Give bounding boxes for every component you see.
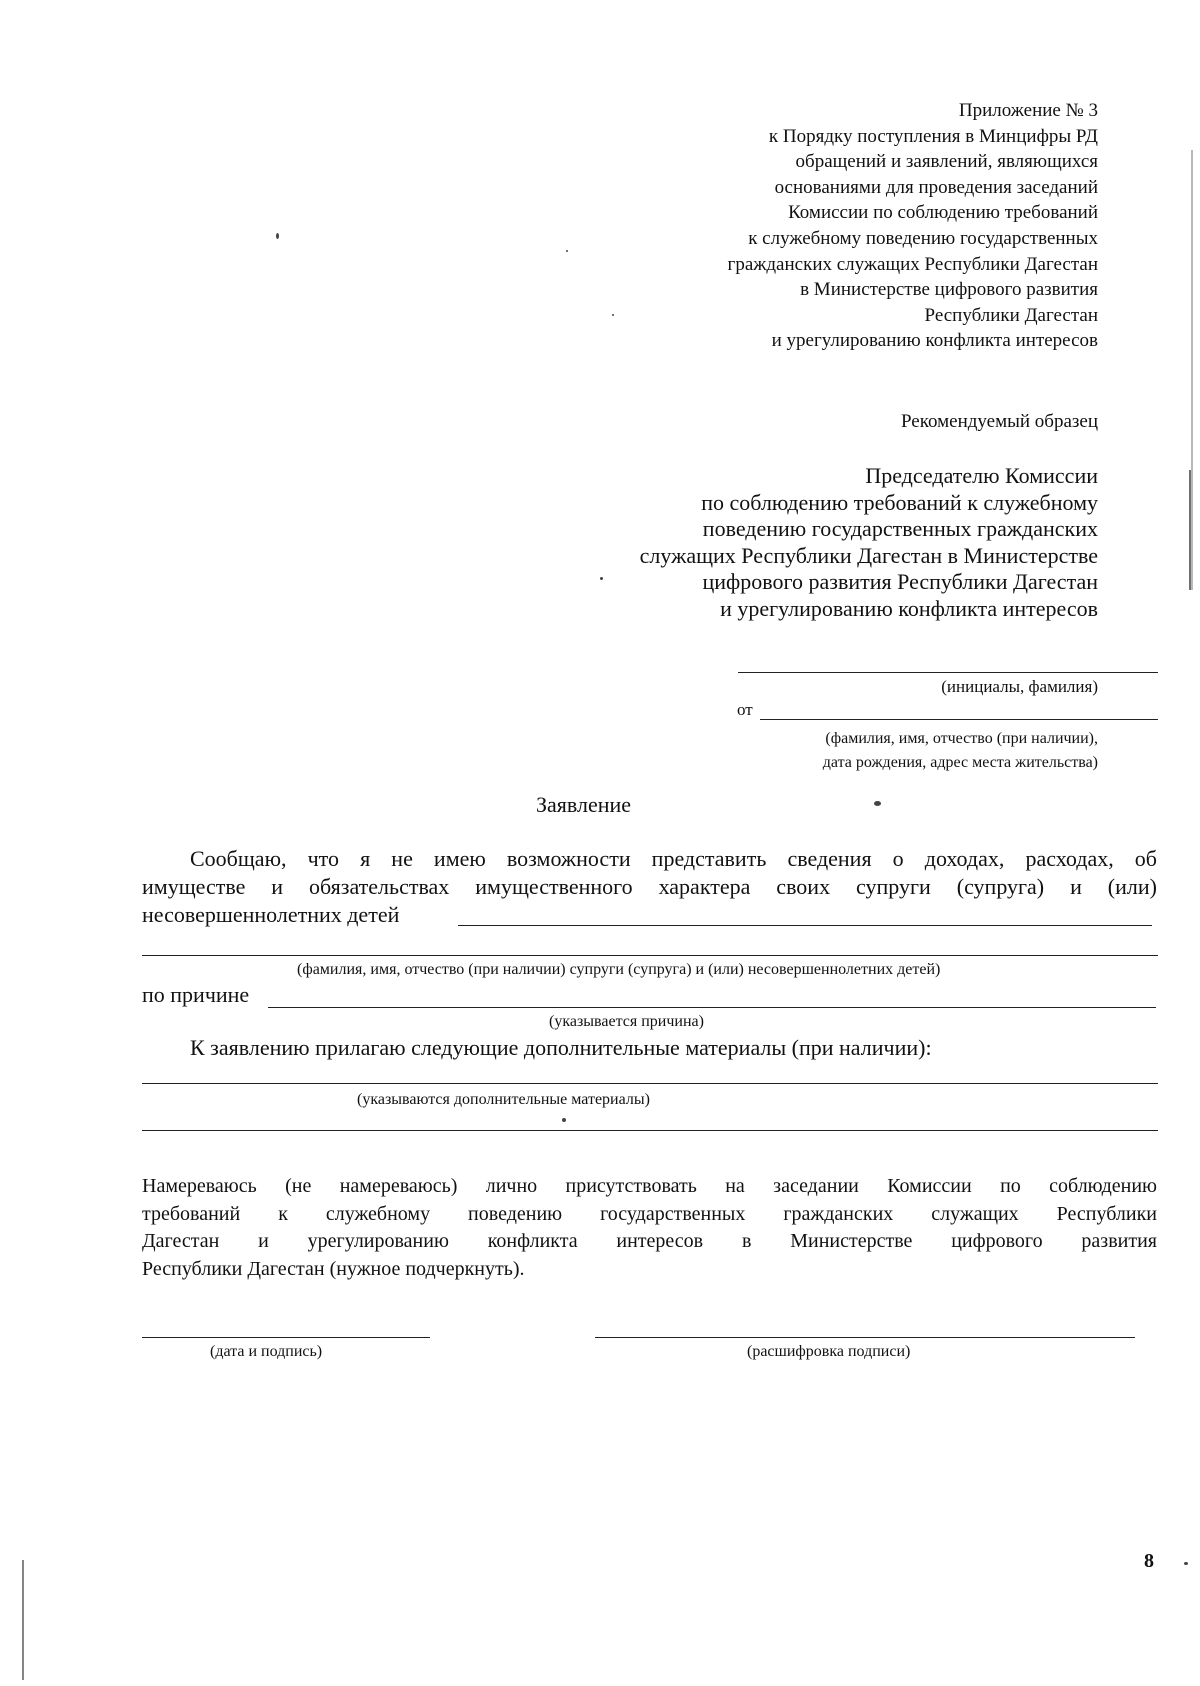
- names-caption: (фамилия, имя, отчество (при наличии) супруги (супруга) и (или) несовершеннолетних детей): [297, 961, 941, 978]
- addressee-line: и урегулированию конфликта интересов: [720, 595, 1098, 621]
- scan-speck: [600, 577, 603, 580]
- from-caption-line: (фамилия, имя, отчество (при наличии),: [825, 730, 1098, 747]
- scan-edge-mark: [22, 1560, 24, 1680]
- from-caption-line: дата рождения, адрес места жительства): [822, 753, 1098, 771]
- date-signature-line[interactable]: [142, 1337, 430, 1338]
- appendix-line: Комиссии по соблюдению требований: [788, 202, 1098, 224]
- scan-speck: [874, 801, 881, 806]
- intent-line: Намереваюсь (не намереваюсь) лично присутствовать на заседании Комиссии по соблюдению: [142, 1175, 1157, 1197]
- from-caption: [823, 727, 1098, 774]
- appendix-line: к служебному поведению государственных: [748, 227, 1098, 249]
- scan-edge-mark: [1191, 150, 1193, 590]
- scan-speck: [566, 250, 568, 252]
- decode-caption: (расшифровка подписи): [747, 1343, 911, 1360]
- reason-label: по причине: [142, 982, 250, 1007]
- sample-label: Рекомендуемый образец: [900, 411, 1098, 432]
- attach-fill-line-1[interactable]: [142, 1083, 1158, 1084]
- scan-edge-mark: [1189, 470, 1191, 590]
- appendix-line: Приложение № 3: [958, 100, 1098, 121]
- appendix-line: обращений и заявлений, являющихся: [795, 151, 1098, 173]
- appendix-line: основаниями для проведения заседаний: [774, 176, 1098, 198]
- children-fill-line[interactable]: [458, 925, 1152, 926]
- statement-line: несовершеннолетних детей: [142, 902, 400, 927]
- addressee-line: служащих Республики Дагестан в Министерстве: [639, 542, 1098, 568]
- statement-paragraph: [142, 845, 1157, 929]
- appendix-line: Республики Дагестан: [924, 304, 1098, 326]
- date-caption: (дата и подпись): [210, 1343, 323, 1360]
- reason-fill-line[interactable]: [268, 1007, 1156, 1008]
- intent-paragraph: [142, 1173, 1157, 1283]
- addressee-line: поведению государственных гражданских: [702, 516, 1098, 541]
- appendix-line: гражданских служащих Республики Дагестан: [727, 253, 1098, 275]
- reason-caption: (указывается причина): [549, 1013, 704, 1030]
- page-number: 8: [1144, 1550, 1154, 1572]
- initials-fill-line[interactable]: [738, 672, 1158, 673]
- appendix-line: и урегулированию конфликта интересов: [771, 330, 1098, 352]
- document-title: Заявление: [536, 792, 632, 817]
- intent-line: требований к служебному поведению государственных гражданских служащих Республики: [142, 1202, 1157, 1225]
- names-fill-line[interactable]: [142, 955, 1158, 956]
- intent-line: Дагестан и урегулированию конфликта интересов в Министерстве цифрового развития: [142, 1230, 1157, 1252]
- statement-line: Сообщаю, что я не имею возможности представить сведения о доходах, расходах, об: [190, 846, 1157, 871]
- decode-signature-line[interactable]: [595, 1337, 1135, 1338]
- addressee-block: [498, 463, 1098, 622]
- initials-caption: (инициалы, фамилия): [941, 677, 1098, 696]
- appendix-header: [538, 98, 1098, 354]
- attach-caption: (указываются дополнительные материалы): [357, 1091, 650, 1108]
- appendix-line: к Порядку поступления в Минцифры РД: [768, 125, 1098, 147]
- appendix-line: в Министерстве цифрового развития: [800, 279, 1098, 301]
- from-label: от: [737, 700, 753, 719]
- addressee-line: по соблюдению требований к служебному: [701, 489, 1098, 515]
- scan-speck: [276, 233, 279, 239]
- statement-line: имуществе и обязательствах имущественного характера своих супруги (супруга) и (или): [142, 874, 1157, 899]
- attach-fill-line-2[interactable]: [142, 1130, 1158, 1131]
- intent-line: Республики Дагестан (нужное подчеркнуть).: [142, 1257, 525, 1280]
- scan-speck: [1184, 1562, 1188, 1565]
- scan-speck: [612, 314, 614, 316]
- from-fill-line[interactable]: [760, 719, 1158, 720]
- addressee-line: Председателю Комиссии: [865, 463, 1098, 488]
- addressee-line: цифрового развития Республики Дагестан: [702, 569, 1098, 594]
- scan-speck: [562, 1118, 566, 1122]
- attach-text: К заявлению прилагаю следующие дополнительные материалы (при наличии):: [190, 1035, 932, 1060]
